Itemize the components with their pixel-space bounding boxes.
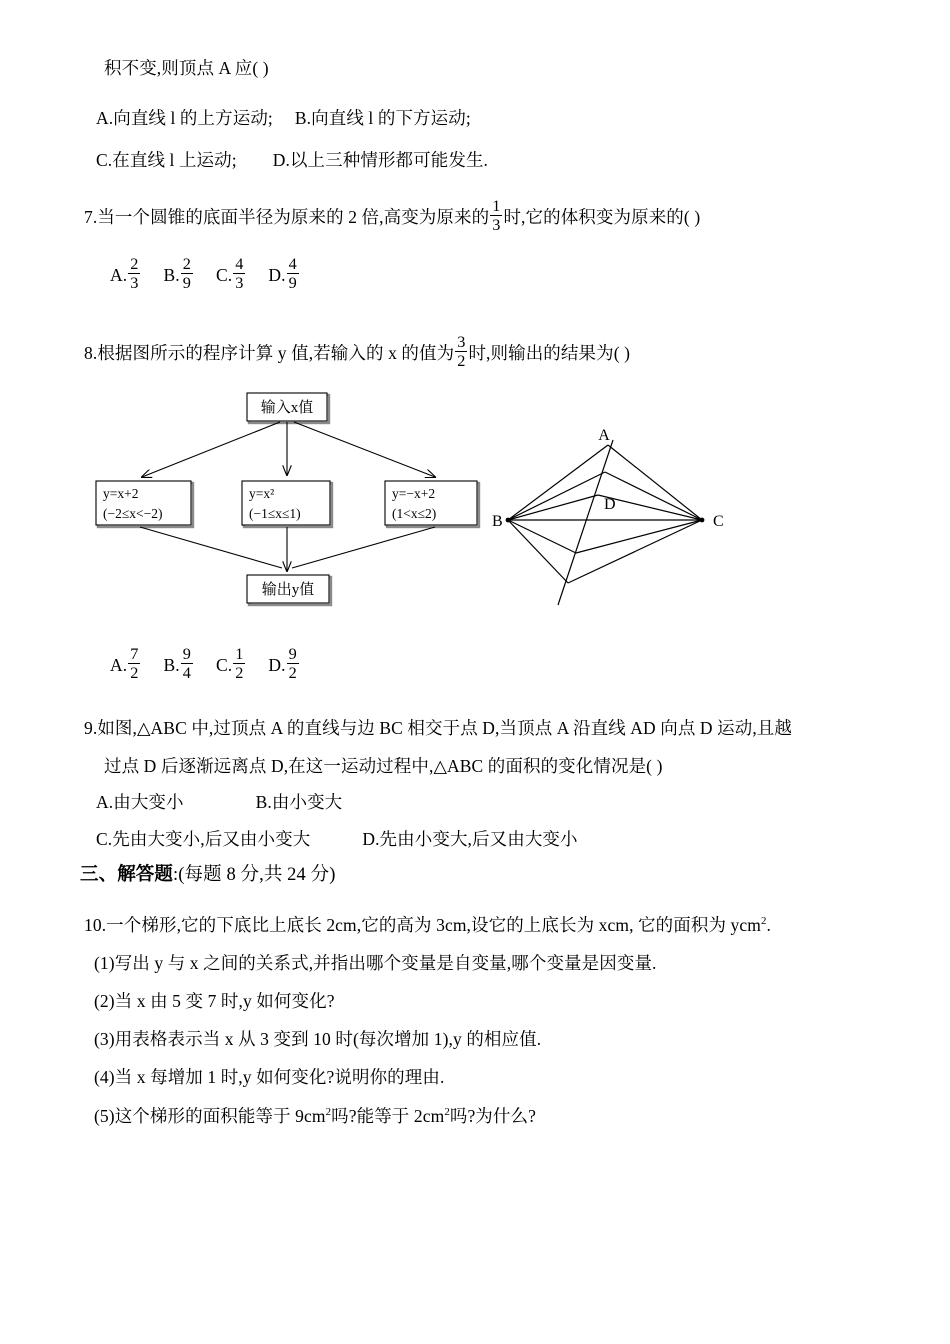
flowchart-branch-1-formula: y=x+2 — [103, 486, 139, 501]
segment-ac-below-2 — [568, 520, 702, 583]
q7-stem-part2: 时,它的体积变为原来的( ) — [503, 207, 701, 228]
q8-options — [110, 645, 300, 683]
geometry-label-d: D — [604, 496, 616, 513]
q9-stem-line-1: 9.如图,△ABC 中,过顶点 A 的直线与边 BC 相交于点 D,当顶点 A 沿直线 AD 向点 D 运动,且越 — [84, 718, 793, 738]
q8-stem-fraction — [455, 334, 467, 369]
vertex-b-dot — [506, 518, 511, 523]
flowchart-input-label: 输入x值 — [260, 400, 314, 416]
q8-flowchart-figure — [90, 385, 490, 615]
fraction-numerator: 1 — [235, 645, 244, 664]
fraction-numerator: 2 — [182, 255, 191, 274]
q8-option-c — [215, 645, 246, 682]
segment-ba-top — [508, 445, 608, 520]
q8-stem-part1: 8.根据图所示的程序计算 y 值,若输入的 x 的值为 — [84, 343, 455, 364]
flowchart-arrow-to-branch-1 — [142, 422, 280, 477]
flowchart-branch-3-formula: y=−x+2 — [392, 486, 436, 501]
q9-option-b: B.由小变大 — [255, 792, 343, 812]
q6-option-d: D.以上三种情形都可能发生. — [272, 150, 489, 170]
segment-ac-mid — [605, 472, 702, 520]
segment-ba-near — [508, 495, 598, 520]
segment-ac-below-1 — [576, 520, 702, 553]
q6-option-a: A.向直线 l 的上方运动; — [96, 108, 273, 128]
option-fraction — [181, 256, 193, 291]
option-fraction — [128, 256, 140, 291]
q10-sub-item-4: (4)当 x 每增加 1 时,y 如何变化?说明你的理由. — [94, 1067, 445, 1087]
fraction-denominator: 3 — [235, 273, 244, 292]
q7-option-d — [268, 255, 299, 292]
q10-sub-item-2: (2)当 x 由 5 变 7 时,y 如何变化? — [94, 991, 335, 1011]
q8-option-a — [110, 645, 141, 682]
q6-option-c: C.在直线 l 上运动; — [96, 150, 237, 170]
fraction-denominator: 2 — [288, 663, 297, 682]
q10-stem-part2: . — [766, 914, 771, 935]
fraction-numerator: 7 — [130, 645, 139, 664]
q9-stem-line-2: 过点 D 后逐渐远离点 D,在这一运动过程中,△ABC 的面积的变化情况是( ) — [104, 756, 663, 776]
q10-sub-item-5-part2: 吗?能等于 2cm — [331, 1105, 445, 1126]
q8-option-b — [163, 645, 193, 682]
segment-ba-mid — [508, 472, 605, 520]
flowchart-branch-2-condition: (−1≤x≤1) — [249, 506, 301, 521]
option-label: C. — [215, 655, 233, 676]
line-ad-extended — [558, 440, 613, 605]
section-3-heading-detail: :(每题 8 分,共 24 分) — [173, 865, 336, 885]
option-fraction — [287, 646, 299, 681]
q6-options-row-2 — [96, 152, 488, 170]
option-label: D. — [268, 265, 286, 286]
option-fraction — [233, 646, 245, 681]
q8-stem-part2: 时,则输出的结果为( ) — [468, 343, 631, 364]
section-3-heading-title: 三、解答题 — [80, 865, 174, 885]
q10-sub-item-3: (3)用表格表示当 x 从 3 变到 10 时(每次增加 1),y 的相应值. — [94, 1029, 542, 1049]
geometry-label-c: C — [713, 513, 724, 530]
fraction-numerator: 9 — [182, 645, 191, 664]
fraction-denominator: 3 — [130, 273, 139, 292]
q7-stem-fraction — [490, 198, 502, 233]
option-label: A. — [110, 265, 128, 286]
flowchart-arrow-to-branch-3 — [294, 422, 435, 477]
q7-stem — [84, 197, 701, 235]
flowchart-branch-3-condition: (1<x≤2) — [392, 506, 437, 521]
option-fraction — [128, 646, 140, 681]
q10-stem-superscript: 2 — [760, 915, 767, 927]
fraction-numerator: 4 — [288, 255, 297, 274]
fraction-denominator: 9 — [288, 273, 297, 292]
q9-option-d: D.先由小变大,后又由大变小 — [362, 829, 578, 849]
fraction-numerator: 9 — [288, 645, 297, 664]
section-3-heading — [80, 866, 335, 885]
q9-option-c: C.先由大变小,后又由小变大 — [96, 829, 311, 849]
q10-sub-item-5-part3: 吗?为什么? — [449, 1105, 536, 1126]
q8-option-d — [268, 645, 299, 682]
option-label: D. — [268, 655, 286, 676]
flowchart-arrow-from-branch-1 — [140, 527, 282, 568]
q10-sub-item-5 — [94, 1107, 536, 1125]
q10-stem — [84, 916, 771, 934]
q7-options — [110, 255, 300, 293]
segment-ba-below-1 — [508, 520, 576, 553]
option-fraction — [287, 256, 299, 291]
option-label: A. — [110, 655, 128, 676]
q10-sub-item-5-part1: (5)这个梯形的面积能等于 9cm — [94, 1105, 326, 1126]
q7-option-c — [215, 255, 246, 292]
fraction-denominator: 2 — [235, 663, 244, 682]
fraction-numerator: 3 — [457, 333, 466, 352]
q10-stem-part1: 10.一个梯形,它的下底比上底长 2cm,它的高为 3cm,设它的上底长为 xcm, 它的面积为 ycm — [84, 914, 761, 935]
flowchart-branch-1-condition: (−2≤x<−2) — [103, 506, 163, 521]
segment-ba-below-2 — [508, 520, 568, 583]
q7-stem-part1: 7.当一个圆锥的底面半径为原来的 2 倍,高变为原来的 — [84, 207, 490, 228]
fraction-denominator: 2 — [457, 351, 466, 370]
q7-option-b — [163, 255, 193, 292]
q8-stem — [84, 333, 631, 371]
option-fraction — [233, 256, 245, 291]
q6-stem-tail: 积不变,则顶点 A 应( ) — [104, 58, 269, 78]
fraction-numerator: 1 — [492, 197, 501, 216]
option-label: C. — [215, 265, 233, 286]
q10-sub-item-5-sup1: 2 — [325, 1106, 332, 1118]
geometry-label-a: A — [598, 427, 610, 444]
flowchart-output-label: 输出y值 — [261, 582, 315, 598]
geometry-label-b: B — [492, 513, 503, 530]
q9-options-row-1 — [96, 794, 342, 812]
q9-options-row-2 — [96, 831, 578, 849]
fraction-numerator: 4 — [235, 255, 244, 274]
fraction-denominator: 2 — [130, 663, 139, 682]
q9-geometry-figure — [480, 420, 750, 620]
option-label: B. — [163, 655, 180, 676]
fraction-denominator: 3 — [492, 215, 501, 234]
fraction-denominator: 4 — [182, 663, 191, 682]
q6-option-b: B.向直线 l 的下方运动; — [294, 108, 471, 128]
q10-sub-item-5-sup2: 2 — [444, 1106, 450, 1118]
q9-option-a: A.由大变小 — [96, 792, 184, 812]
option-label: B. — [163, 265, 180, 286]
vertex-c-dot — [700, 518, 705, 523]
option-fraction — [181, 646, 193, 681]
fraction-denominator: 9 — [182, 273, 191, 292]
flowchart-arrow-from-branch-3 — [292, 527, 435, 568]
q7-option-a — [110, 255, 141, 292]
flowchart-branch-2-formula: y=x² — [249, 486, 275, 501]
fraction-numerator: 2 — [130, 255, 139, 274]
q6-options-row-1 — [96, 110, 471, 128]
q10-sub-item-1: (1)写出 y 与 x 之间的关系式,并指出哪个变量是自变量,哪个变量是因变量. — [94, 953, 657, 973]
